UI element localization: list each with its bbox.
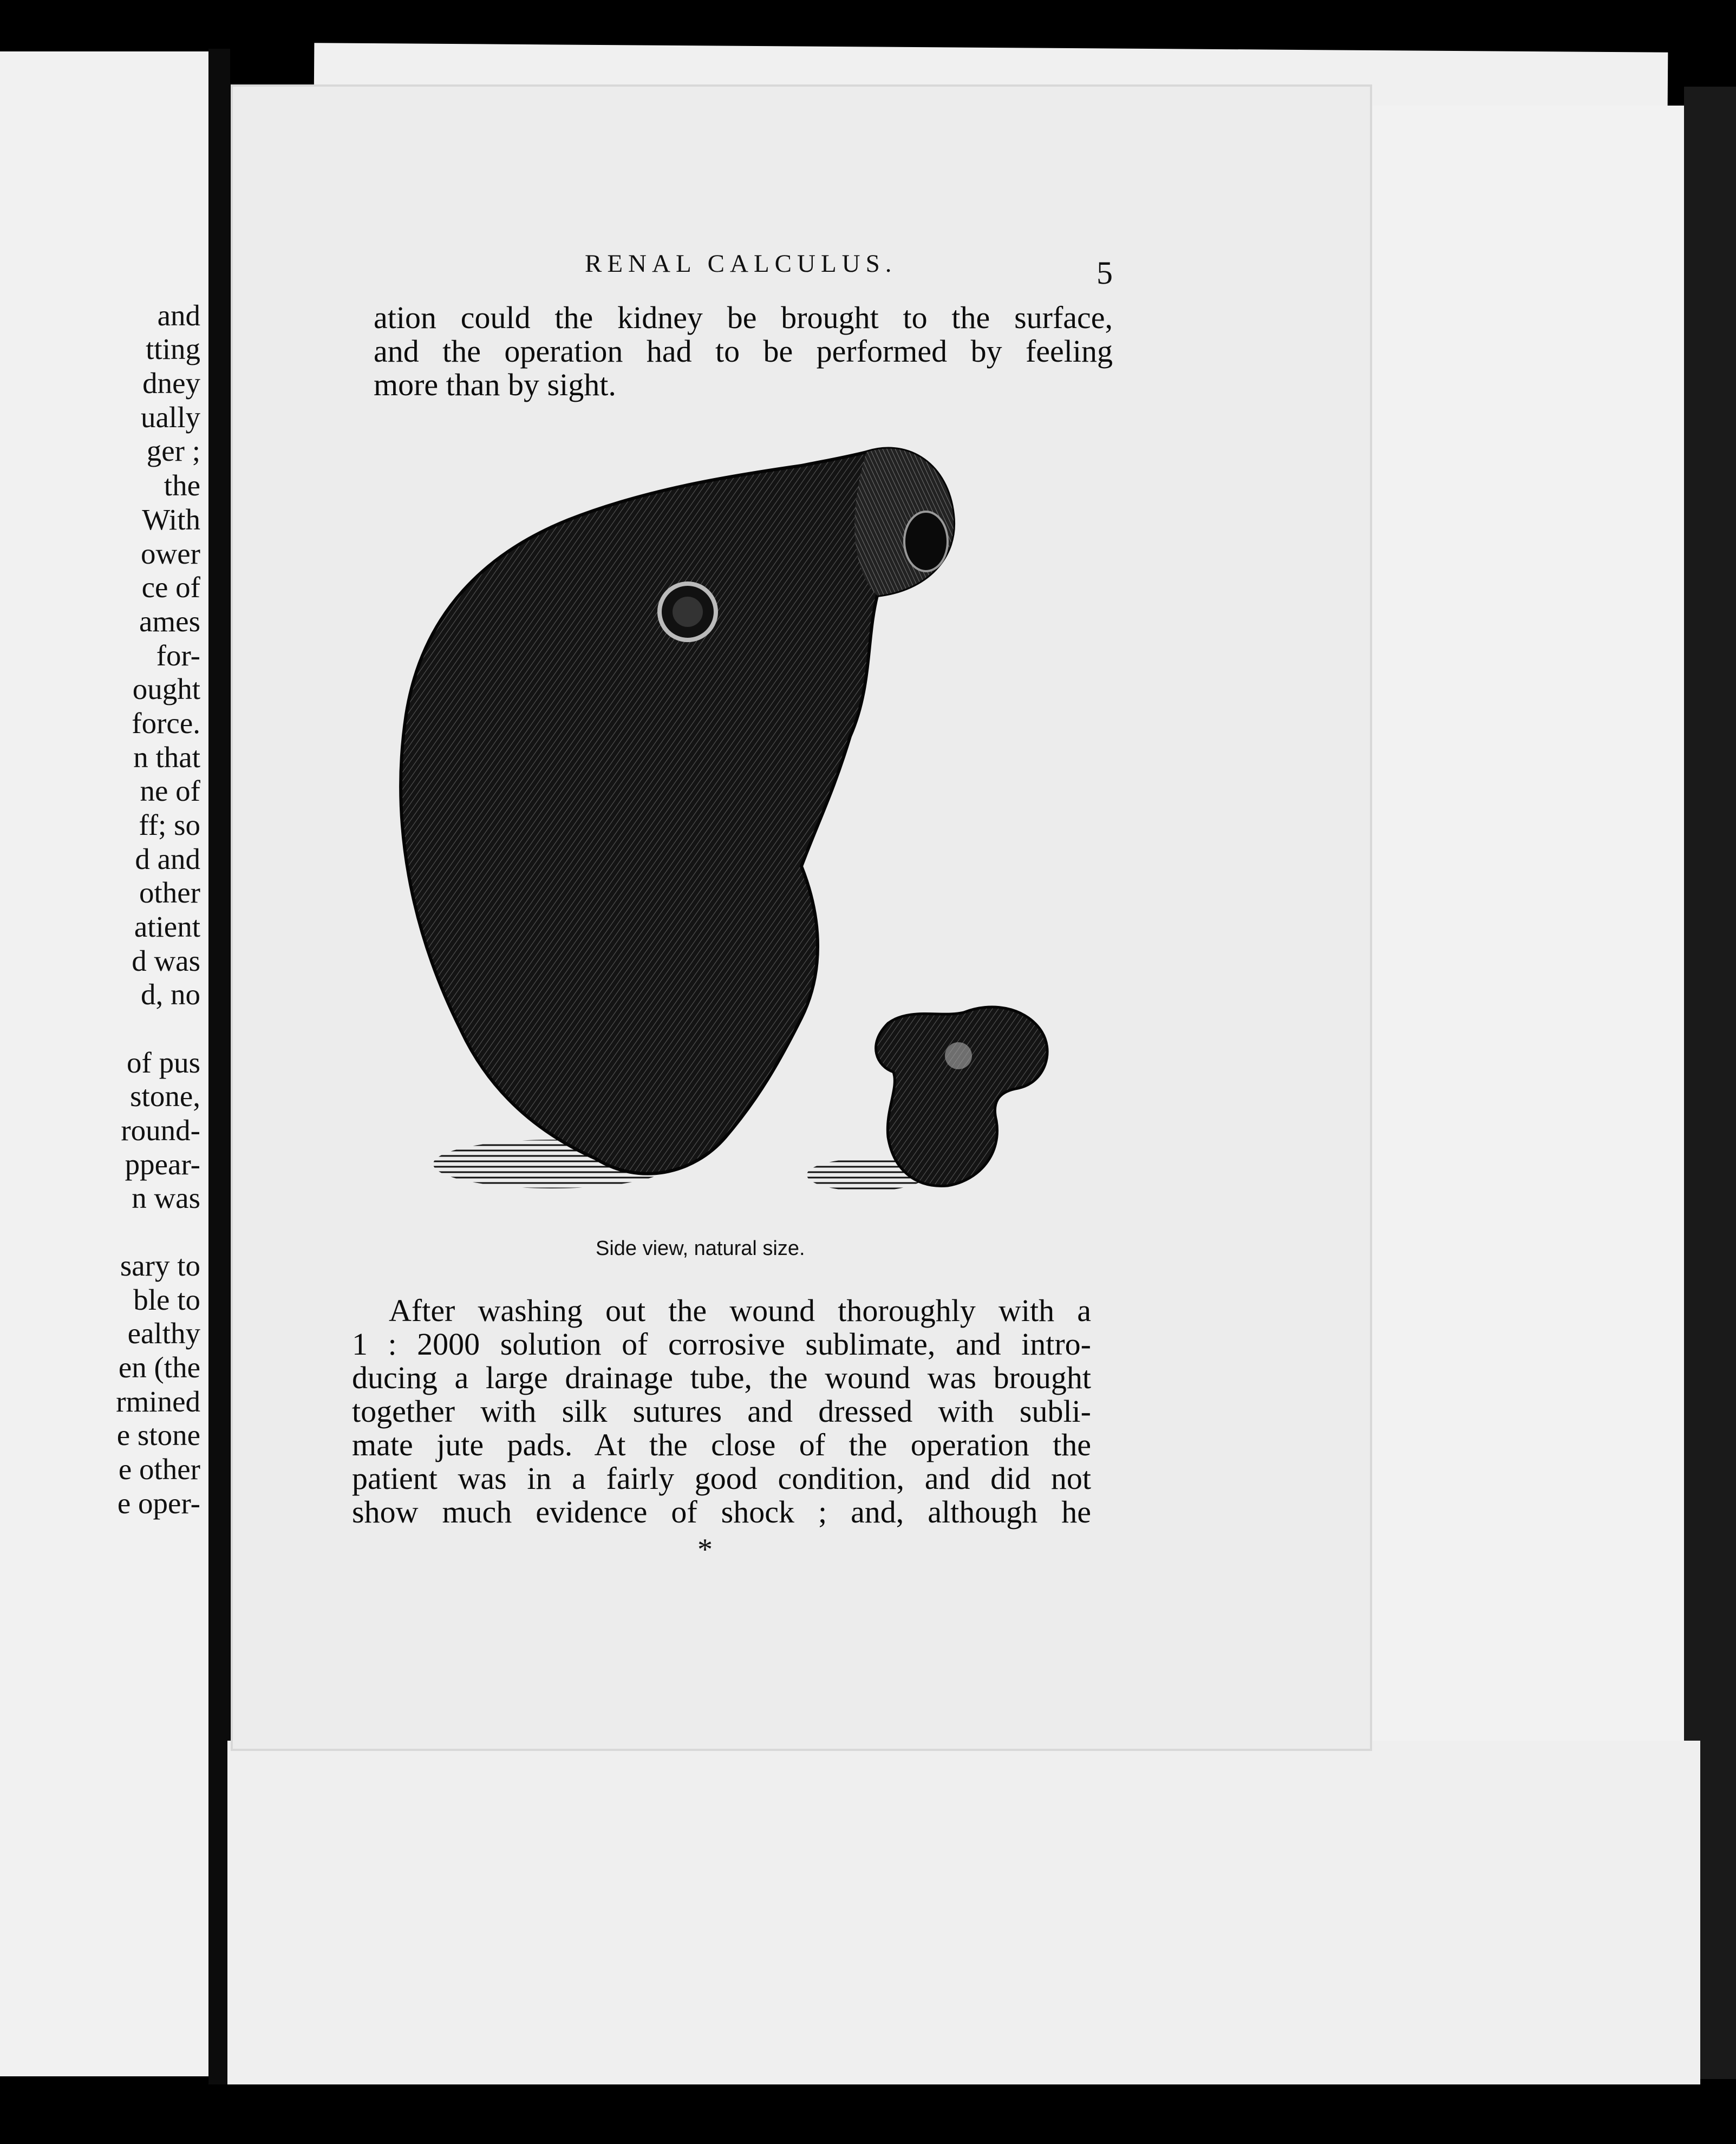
left-page-line: tting [146, 332, 200, 365]
signature-mark: * [697, 1533, 713, 1566]
left-page-line: ppear- [125, 1148, 200, 1181]
left-page-line: stone, [130, 1080, 200, 1113]
renal-calculus-engraving [390, 433, 1126, 1224]
left-page-line: and [157, 299, 200, 332]
figure-caption: Side view, natural size. [596, 1237, 805, 1260]
left-page-line: atient [134, 910, 200, 943]
left-page-line: d, no [141, 978, 200, 1011]
text-line: patient was in a fairly good condition, and did not [352, 1461, 1091, 1496]
text-line: show much evidence of shock ; and, although he [352, 1494, 1091, 1529]
left-page-line: e other [118, 1453, 200, 1486]
left-page-line: n that [133, 741, 200, 774]
left-page-line: dney [142, 367, 200, 400]
paragraph-continued [374, 301, 1113, 402]
book-gutter [208, 49, 230, 2084]
text-line: 1 : 2000 solution of corrosive sublimate, and intro- [352, 1326, 1091, 1362]
left-page-line: ff; so [139, 808, 200, 841]
text-line: more than by sight. [374, 367, 616, 402]
left-page-line: ger ; [146, 434, 200, 467]
small-stone-highlight [945, 1042, 972, 1069]
left-page-line: other [139, 876, 200, 909]
left-page-line: force. [132, 707, 200, 740]
stone-cavity [904, 512, 948, 571]
left-page-line: round- [121, 1114, 200, 1147]
previous-page-fragment [0, 51, 217, 2076]
left-page-line: ce of [141, 571, 200, 604]
running-head: RENAL CALCULUS. [585, 250, 897, 278]
page-number: 5 [1097, 255, 1113, 291]
left-page-line: rmined [116, 1385, 200, 1418]
left-page-line: the [164, 469, 200, 502]
left-page-line: ealthy [127, 1317, 200, 1350]
left-page-line: d and [135, 842, 200, 875]
left-page-line: for- [156, 639, 200, 672]
text-line: ation could the kidney be brought to the surface, [374, 300, 1113, 335]
left-page-line: ble to [133, 1283, 200, 1316]
left-page-line: d was [132, 944, 200, 977]
left-page-line: e oper- [117, 1487, 200, 1520]
left-page-line: ower [141, 537, 200, 570]
left-page-line: ames [139, 605, 200, 638]
paragraph [352, 1294, 1091, 1529]
left-page-line: sary to [120, 1249, 200, 1282]
left-page-line: n was [132, 1181, 200, 1214]
text-line: together with silk sutures and dressed with subli- [352, 1394, 1091, 1429]
small-stone [876, 1007, 1047, 1186]
text-line: After washing out the wound thoroughly with a [389, 1293, 1091, 1328]
left-page-line: e stone [116, 1419, 200, 1452]
text-line: and the operation had to be performed by feeling [374, 334, 1113, 369]
stone-ring-center [673, 597, 703, 627]
text-line: mate jute pads. At the close of the operation the [352, 1427, 1091, 1462]
text-line: ducing a large drainage tube, the wound was brought [352, 1360, 1091, 1395]
left-page-line: ought [132, 672, 200, 705]
left-page-line: en (the [118, 1351, 200, 1384]
lower-blank-sheet [227, 1741, 1700, 2084]
left-page-line: ually [141, 401, 200, 434]
left-page-line: With [142, 503, 200, 536]
left-page-line: of pus [127, 1046, 200, 1079]
left-page-line: ne of [140, 774, 200, 807]
